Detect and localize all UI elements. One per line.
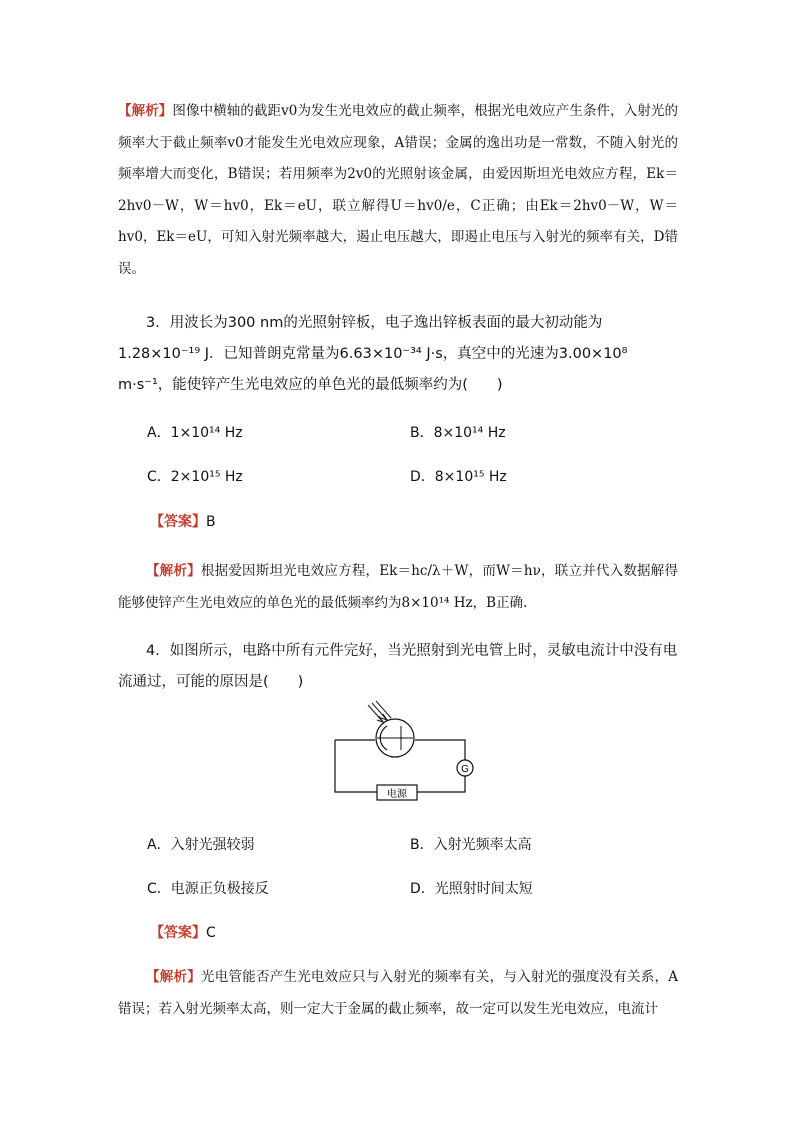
- q3-option-b: B．8×10¹⁴ Hz: [410, 425, 506, 441]
- q3-option-d: D．8×10¹⁵ Hz: [410, 469, 507, 485]
- analysis-tag: 【解析】: [146, 563, 201, 579]
- question-3-stem: 3．用波长为300 nm的光照射锌板，电子逸出锌板表面的最大初动能为1.28×10⁻¹⁹ J．已知普朗克常量为6.63×10⁻³⁴ J·s，真空中的光速为3.00×10⁸ m·s⁻¹，能使锌产生光电效应的单色光的最低频率约为( ): [118, 315, 628, 393]
- q4-answer-value: C: [206, 925, 216, 941]
- q4-answer: [150, 922, 216, 942]
- power-source: [377, 785, 417, 800]
- analysis-q2-paragraph: [118, 96, 678, 285]
- analysis-q2: [118, 96, 678, 285]
- q3-option-c: C．2×10¹⁵ Hz: [147, 469, 243, 485]
- analysis-q2-text: 图像中横轴的截距v0为发生光电效应的截止频率，根据光电效应产生条件，入射光的频率大于截止频率v0才能发生光电效应现象，A错误；金属的逸出功是一常数，不随入射光的频率增大而变化，B错误；若用频率为2v0的光照射该金属，由爱因斯坦光电效应方程，Ek＝2hv0－W，W＝hv0，Ek＝eU，联立解得U＝hv0/e，C正确；由Ek＝2hv0－W，W＝hv0，Ek＝eU，可知入射光频率越大，遏止电压越大，即遏止电压与入射光的频率有关，D错误。: [118, 103, 679, 277]
- light-rays: [368, 701, 391, 722]
- analysis-q4: [118, 962, 678, 1025]
- analysis-q4-text: 光电管能否产生光电效应只与入射光的频率有关，与入射光的强度没有关系，A错误；若入射光频率太高，则一定大于金属的截止频率，故一定可以发生光电效应，电流计: [118, 969, 679, 1017]
- power-source-label: 电源: [387, 789, 407, 800]
- analysis-q4-paragraph: [118, 962, 678, 1025]
- q3-option-a: A．1×10¹⁴ Hz: [147, 425, 243, 441]
- analysis-q3-paragraph: [118, 556, 678, 619]
- circuit-diagram: [325, 700, 475, 810]
- analysis-tag: 【解析】: [146, 969, 201, 985]
- q4-option-a: A．入射光强较弱: [147, 837, 255, 853]
- galvanometer: [457, 760, 473, 776]
- galvanometer-label: G: [461, 764, 469, 775]
- q4-option-d: D．光照射时间太短: [410, 881, 533, 897]
- question-4: [118, 636, 678, 698]
- answer-tag: 【答案】: [150, 925, 206, 941]
- answer-tag: 【答案】: [150, 514, 206, 530]
- analysis-q3: [118, 556, 678, 619]
- analysis-q3-text: 根据爱因斯坦光电效应方程，Ek＝hc/λ＋W，而W＝hν，联立并代入数据解得能够使锌产生光电效应的单色光的最低频率约为8×10¹⁴ Hz，B正确.: [118, 563, 678, 611]
- analysis-tag: 【解析】: [118, 103, 173, 119]
- photo-tube: [376, 719, 414, 757]
- q3-answer: [150, 511, 216, 531]
- q4-option-b: B．入射光频率太高: [410, 837, 532, 853]
- q3-answer-value: B: [206, 514, 216, 530]
- q4-option-c: C．电源正负极接反: [147, 881, 269, 897]
- question-4-stem: 4．如图所示，电路中所有元件完好，当光照射到光电管上时，灵敏电流计中没有电流通过，可能的原因是( ): [118, 643, 678, 690]
- question-3: [118, 308, 678, 401]
